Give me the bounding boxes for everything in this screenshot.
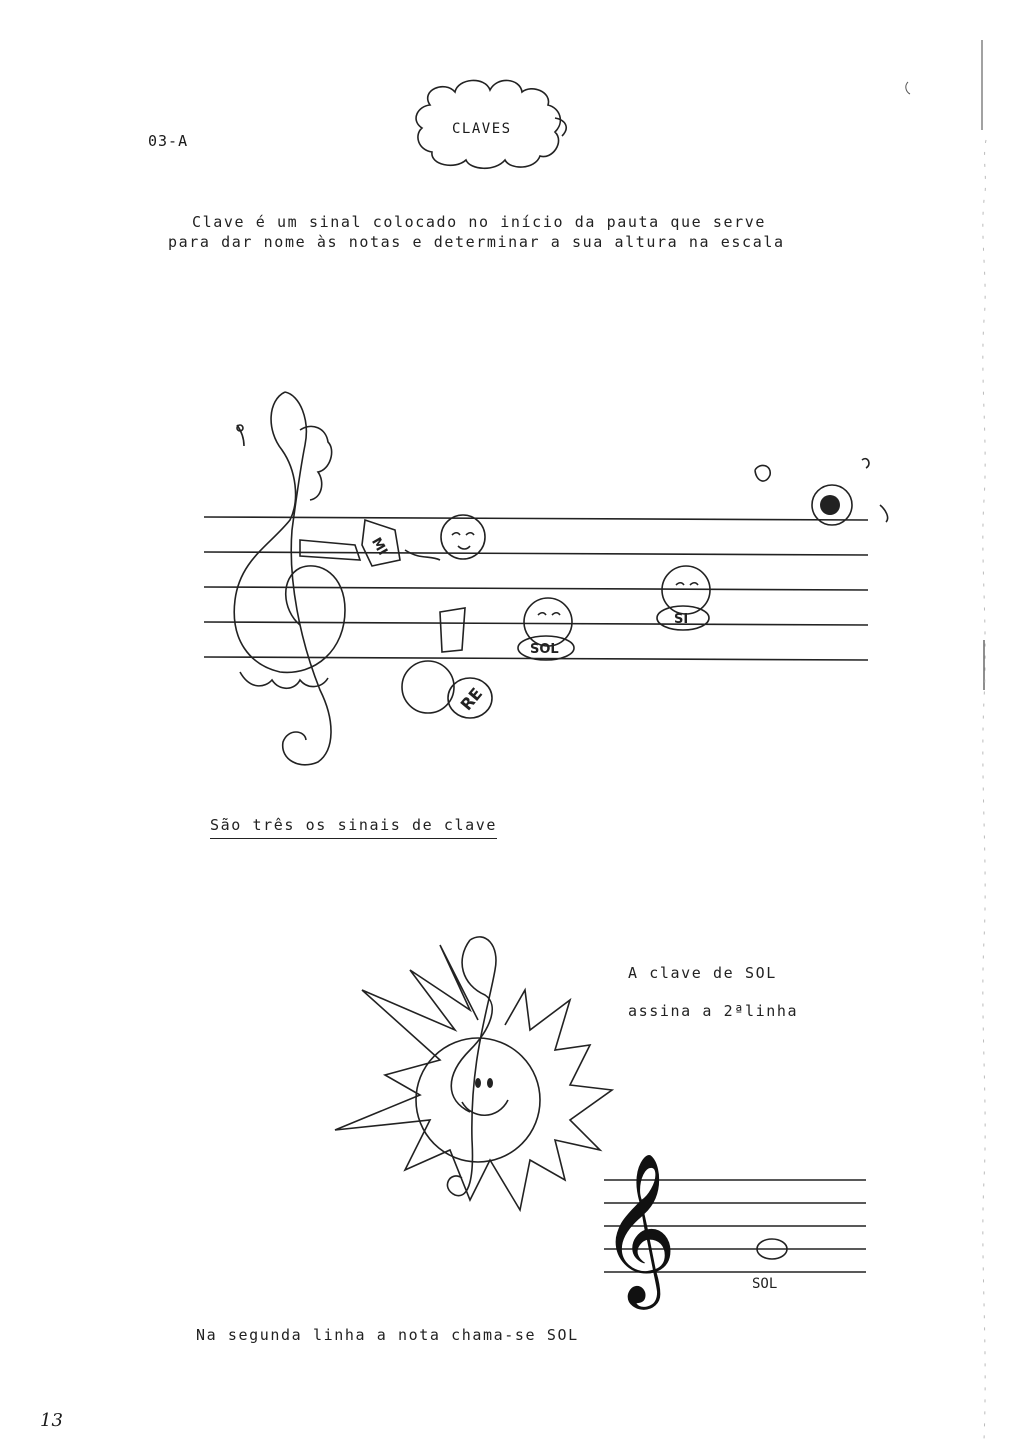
note-label-si: SI — [674, 612, 689, 627]
scan-edge-artifacts — [964, 0, 1024, 1447]
note-label-sol: SOL — [530, 642, 559, 657]
treble-clef-icon: 𝄞 — [600, 1151, 677, 1303]
clef-signs-subtitle: São três os sinais de clave — [210, 816, 497, 839]
intro-line-2: para dar nome às notas e determinar a sua altura na escala — [168, 233, 785, 251]
sol-clef-caption-line-2: assina a 2ªlinha — [628, 1002, 799, 1020]
sol-clef-caption-line-1: A clave de SOL — [628, 964, 777, 982]
sol-note-label: SOL — [752, 1276, 778, 1292]
note-label-mi: MI — [368, 535, 390, 559]
intro-line-1: Clave é um sinal colocado no início da pauta que serve — [192, 213, 767, 231]
bottom-sentence: Na segunda linha a nota chama-se SOL — [196, 1326, 579, 1344]
page-code: 03-A — [148, 132, 189, 150]
cloud-title: CLAVES — [452, 121, 512, 137]
page-number: 13 — [40, 1410, 63, 1431]
note-label-re: RE — [456, 684, 487, 715]
